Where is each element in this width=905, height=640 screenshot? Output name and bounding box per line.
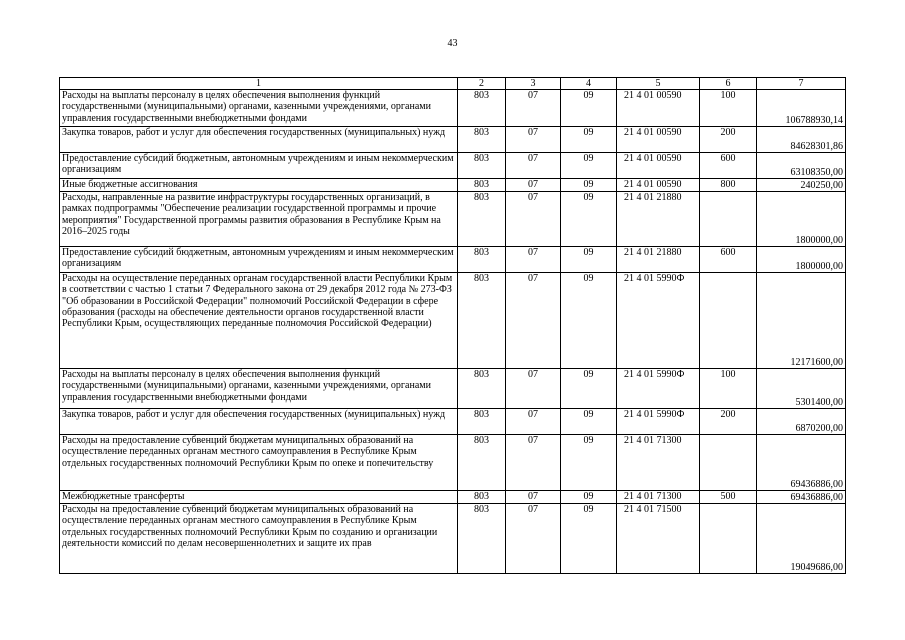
table-row: [60, 192, 846, 247]
target-article-code: 21 4 01 71300: [617, 491, 700, 504]
row-description: Расходы на предоставление субвенций бюджетам муниципальных образований на осуществление переданных органам местного самоуправления в Республике Крым отдельных государственных полномочий Республики Крым по опеке и попечительству: [60, 435, 458, 491]
table-row: [60, 369, 846, 409]
amount: 69436886,00: [757, 435, 846, 491]
section-code: 07: [506, 369, 561, 409]
amount: 1800000,00: [757, 247, 846, 273]
subsection-code: 09: [561, 273, 617, 369]
target-article-code: 21 4 01 21880: [617, 192, 700, 247]
row-description: Иные бюджетные ассигнования: [60, 179, 458, 192]
ministry-code: 803: [458, 179, 506, 192]
expense-type-code: 200: [700, 127, 757, 153]
amount: 84628301,86: [757, 127, 846, 153]
target-article-code: 21 4 01 71500: [617, 504, 700, 574]
section-code: 07: [506, 179, 561, 192]
amount: 6870200,00: [757, 409, 846, 435]
subsection-code: 09: [561, 179, 617, 192]
header-row: [60, 78, 846, 90]
expense-type-code: 600: [700, 153, 757, 179]
ministry-code: 803: [458, 409, 506, 435]
ministry-code: 803: [458, 127, 506, 153]
section-code: 07: [506, 409, 561, 435]
row-description: Межбюджетные трансферты: [60, 491, 458, 504]
subsection-code: 09: [561, 192, 617, 247]
expense-type-code: [700, 273, 757, 369]
table-row: [60, 435, 846, 491]
page-number: 43: [447, 38, 458, 49]
subsection-code: 09: [561, 369, 617, 409]
column-header: 6: [700, 78, 757, 90]
subsection-code: 09: [561, 491, 617, 504]
column-header: 2: [458, 78, 506, 90]
subsection-code: 09: [561, 409, 617, 435]
expense-type-code: 500: [700, 491, 757, 504]
expense-type-code: 100: [700, 90, 757, 127]
amount: 5301400,00: [757, 369, 846, 409]
ministry-code: 803: [458, 247, 506, 273]
row-description: Расходы на предоставление субвенций бюджетам муниципальных образований на осуществление переданных органам местного самоуправления в Республике Крым отдельных государственных полномочий Республики Крым по созданию и организации деятельности комиссий по делам несовершеннолетних и защите их прав: [60, 504, 458, 574]
subsection-code: 09: [561, 435, 617, 491]
section-code: 07: [506, 127, 561, 153]
table-row: [60, 127, 846, 153]
ministry-code: 803: [458, 90, 506, 127]
ministry-code: 803: [458, 153, 506, 179]
subsection-code: 09: [561, 90, 617, 127]
subsection-code: 09: [561, 127, 617, 153]
expense-type-code: 100: [700, 369, 757, 409]
row-description: Предоставление субсидий бюджетным, автономным учреждениям и иным некоммерческим организациям: [60, 247, 458, 273]
target-article-code: 21 4 01 00590: [617, 127, 700, 153]
table-row: [60, 179, 846, 192]
table-row: [60, 504, 846, 574]
amount: 1800000,00: [757, 192, 846, 247]
column-header: 4: [561, 78, 617, 90]
amount: 19049686,00: [757, 504, 846, 574]
section-code: 07: [506, 192, 561, 247]
row-description: Расходы на выплаты персоналу в целях обеспечения выполнения функций государственными (муниципальными) органами, казенными учреждениями, органами управления государственными внебюджетными фондами: [60, 369, 458, 409]
subsection-code: 09: [561, 504, 617, 574]
section-code: 07: [506, 491, 561, 504]
row-description: Расходы на осуществление переданных органам государственной власти Республики Крым в соответствии с частью 1 статьи 7 Федерального закона от 29 декабря 2012 года № 273-ФЗ "Об образовании в Российской Федерации" полномочий Российской Федерации в сфере образования (расходы на обеспечение деятельности органов государственной власти Республики Крым, осуществляющих переданные полномочия Российской Федерации): [60, 273, 458, 369]
target-article-code: 21 4 01 00590: [617, 90, 700, 127]
budget-table: [59, 77, 846, 574]
target-article-code: 21 4 01 5990Ф: [617, 409, 700, 435]
row-description: Предоставление субсидий бюджетным, автономным учреждениям и иным некоммерческим организациям: [60, 153, 458, 179]
row-description: Расходы на выплаты персоналу в целях обеспечения выполнения функций государственными (муниципальными) органами, казенными учреждениями, органами управления государственными внебюджетными фондами: [60, 90, 458, 127]
column-header: 3: [506, 78, 561, 90]
target-article-code: 21 4 01 21880: [617, 247, 700, 273]
ministry-code: 803: [458, 369, 506, 409]
table-row: [60, 491, 846, 504]
expense-type-code: 200: [700, 409, 757, 435]
amount: 69436886,00: [757, 491, 846, 504]
expense-type-code: 600: [700, 247, 757, 273]
table-row: [60, 153, 846, 179]
row-description: Закупка товаров, работ и услуг для обеспечения государственных (муниципальных) нужд: [60, 409, 458, 435]
section-code: 07: [506, 90, 561, 127]
section-code: 07: [506, 247, 561, 273]
section-code: 07: [506, 273, 561, 369]
table-row: [60, 247, 846, 273]
target-article-code: 21 4 01 00590: [617, 153, 700, 179]
subsection-code: 09: [561, 247, 617, 273]
target-article-code: 21 4 01 71300: [617, 435, 700, 491]
subsection-code: 09: [561, 153, 617, 179]
expense-type-code: 800: [700, 179, 757, 192]
section-code: 07: [506, 435, 561, 491]
amount: 106788930,14: [757, 90, 846, 127]
ministry-code: 803: [458, 491, 506, 504]
ministry-code: 803: [458, 192, 506, 247]
amount: 12171600,00: [757, 273, 846, 369]
row-description: Расходы, направленные на развитие инфраструктуры государственных организаций, в рамках подпрограммы "Обеспечение реализации государственной программы и прочие мероприятия" Государственной программы развития образования в Республике Крым на 2016–2025 годы: [60, 192, 458, 247]
section-code: 07: [506, 153, 561, 179]
target-article-code: 21 4 01 5990Ф: [617, 273, 700, 369]
column-header: 5: [617, 78, 700, 90]
expense-type-code: [700, 435, 757, 491]
amount: 240250,00: [757, 179, 846, 192]
amount: 63108350,00: [757, 153, 846, 179]
table-row: [60, 409, 846, 435]
table-row: [60, 273, 846, 369]
expense-type-code: [700, 192, 757, 247]
row-description: Закупка товаров, работ и услуг для обеспечения государственных (муниципальных) нужд: [60, 127, 458, 153]
section-code: 07: [506, 504, 561, 574]
ministry-code: 803: [458, 504, 506, 574]
ministry-code: 803: [458, 273, 506, 369]
expense-type-code: [700, 504, 757, 574]
target-article-code: 21 4 01 00590: [617, 179, 700, 192]
table-row: [60, 90, 846, 127]
ministry-code: 803: [458, 435, 506, 491]
column-header: 7: [757, 78, 846, 90]
target-article-code: 21 4 01 5990Ф: [617, 369, 700, 409]
column-header: 1: [60, 78, 458, 90]
